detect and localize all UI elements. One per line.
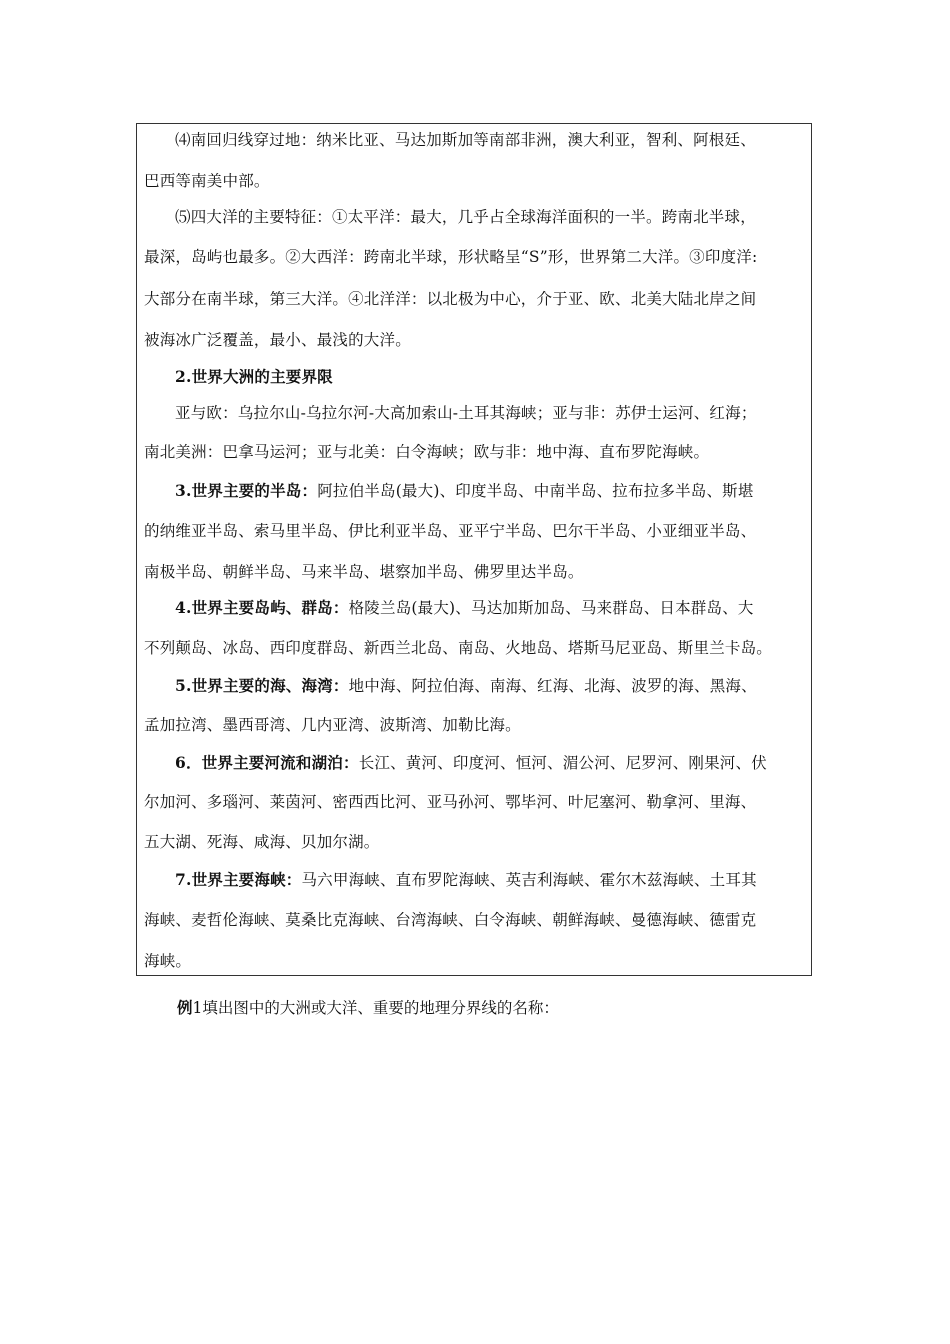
text-line: 7.世界主要海峡：马六甲海峡、直布罗陀海峡、英吉利海峡、霍尔木兹海峡、土耳其 bbox=[175, 870, 757, 889]
section-heading: 4.世界主要岛屿、群岛： bbox=[175, 598, 349, 617]
text-line: 南极半岛、朝鲜半岛、马来半岛、堪察加半岛、佛罗里达半岛。 bbox=[144, 563, 584, 581]
text-line: 巴西等南美中部。 bbox=[144, 172, 270, 190]
text-line: 五大湖、死海、咸海、贝加尔湖。 bbox=[144, 833, 380, 851]
text-line: 最深，岛屿也最多。②大西洋：跨南北半球，形状略呈“S”形，世界第二大洋。③印度洋: bbox=[144, 248, 758, 266]
example-label: 例 bbox=[177, 998, 193, 1017]
text-line: 4.世界主要岛屿、群岛：格陵兰岛(最大)、马达加斯加岛、马来群岛、日本群岛、大 bbox=[175, 598, 754, 617]
text-line: 尔加河、多瑙河、莱茵河、密西西比河、亚马孙河、鄂毕河、叶尼塞河、勒拿河、里海、 bbox=[144, 793, 757, 811]
text-line: 5.世界主要的海、海湾：地中海、阿拉伯海、南海、红海、北海、波罗的海、黑海、 bbox=[175, 676, 757, 695]
text-line: ⑸四大洋的主要特征：①太平洋：最大，几乎占全球海洋面积的一半。跨南北半球， bbox=[175, 208, 756, 226]
text-line: ⑷南回归线穿过地：纳米比亚、马达加斯加等南部非洲，澳大利亚，智利、阿根廷、 bbox=[175, 131, 756, 149]
text-line: 大部分在南半球，第三大洋。④北洋洋：以北极为中心，介于亚、欧、北美大陆北岸之间 bbox=[144, 290, 757, 308]
text-line: 亚与欧：乌拉尔山-乌拉尔河-大高加索山-土耳其海峡；亚与非：苏伊士运河、红海； bbox=[175, 404, 757, 422]
text-line: 南北美洲：巴拿马运河；亚与北美：白令海峡；欧与非：地中海、直布罗陀海峡。 bbox=[144, 443, 710, 461]
text-line: 3.世界主要的半岛：阿拉伯半岛(最大)、印度半岛、中南半岛、拉布拉多半岛、斯堪 bbox=[175, 481, 754, 500]
text-line: 被海冰广泛覆盖，最小、最浅的大洋。 bbox=[144, 331, 411, 349]
example-number: 1 bbox=[192, 999, 203, 1017]
section-heading: 7.世界主要海峡： bbox=[175, 870, 302, 889]
example-prompt bbox=[177, 998, 559, 1018]
text-line: 6．世界主要河流和湖泊：长江、黄河、印度河、恒河、湄公河、尼罗河、刚果河、伏 bbox=[175, 753, 767, 772]
section-heading: 5.世界主要的海、海湾： bbox=[175, 676, 349, 695]
text-line: 海峡、麦哲伦海峡、莫桑比克海峡、台湾海峡、白令海峡、朝鲜海峡、曼德海峡、德雷克 bbox=[144, 911, 757, 929]
example-text: 填出图中的大洲或大洋、重要的地理分界线的名称： bbox=[202, 999, 559, 1017]
text-line: 的纳维亚半岛、索马里半岛、伊比利亚半岛、亚平宁半岛、巴尔干半岛、小亚细亚半岛、 bbox=[144, 522, 757, 540]
section-heading: 3.世界主要的半岛： bbox=[175, 481, 318, 500]
section-heading: 6．世界主要河流和湖泊： bbox=[175, 753, 359, 772]
section-heading: 2.世界大洲的主要界限 bbox=[175, 367, 333, 386]
text-line: 不列颠岛、冰岛、西印度群岛、新西兰北岛、南岛、火地岛、塔斯马尼亚岛、斯里兰卡岛。 bbox=[144, 639, 773, 657]
text-line: 海峡。 bbox=[144, 952, 192, 970]
text-line: 孟加拉湾、墨西哥湾、几内亚湾、波斯湾、加勒比海。 bbox=[144, 716, 521, 734]
